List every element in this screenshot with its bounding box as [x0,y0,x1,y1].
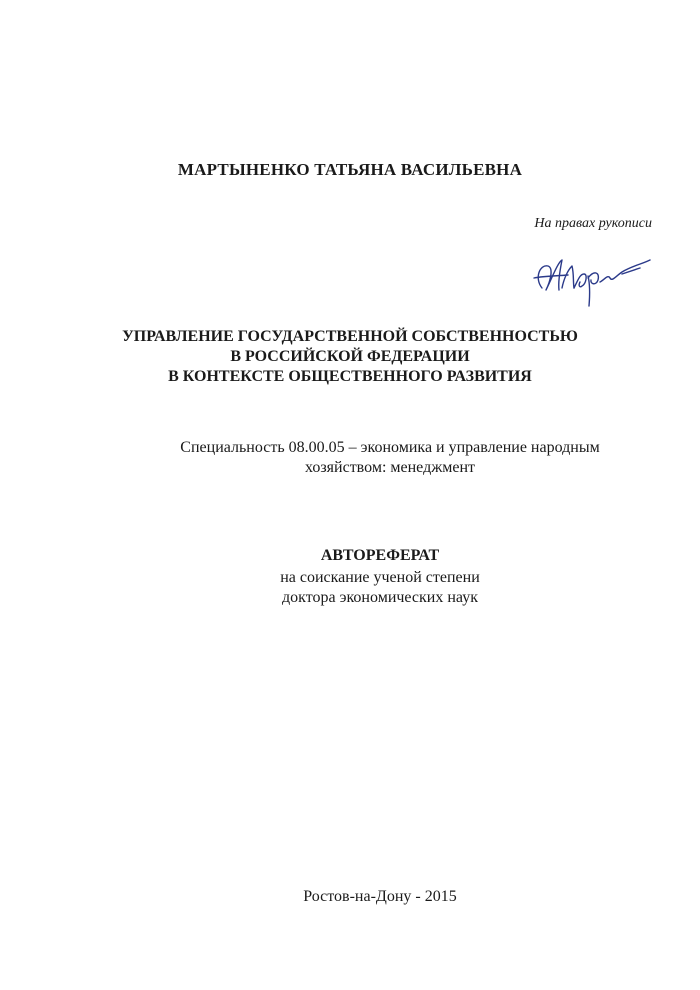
specialty-line: хозяйством: менеджмент [304,459,476,476]
specialty-line: Специальность 08.00.05 – экономика и управление народным [180,439,600,456]
degree-line: доктора экономических наук [282,589,478,606]
handwritten-signature [528,248,658,310]
specialty-text [150,438,630,478]
author-name: МАРТЫНЕНКО ТАТЬЯНА ВАСИЛЬЕВНА [177,160,523,179]
degree-text [0,568,700,608]
rights-note: На правах рукописи [534,216,652,231]
dissertation-title [0,327,700,387]
title-line: УПРАВЛЕНИЕ ГОСУДАРСТВЕННОЙ СОБСТВЕННОСТЬЮ [122,328,578,345]
title-line: В КОНТЕКСТЕ ОБЩЕСТВЕННОГО РАЗВИТИЯ [168,368,532,385]
document-type: АВТОРЕФЕРАТ [320,547,440,564]
title-line: В РОССИЙСКОЙ ФЕДЕРАЦИИ [230,348,470,365]
place-and-year: Ростов-на-Дону - 2015 [303,888,457,905]
degree-line: на соискание ученой степени [280,569,480,586]
